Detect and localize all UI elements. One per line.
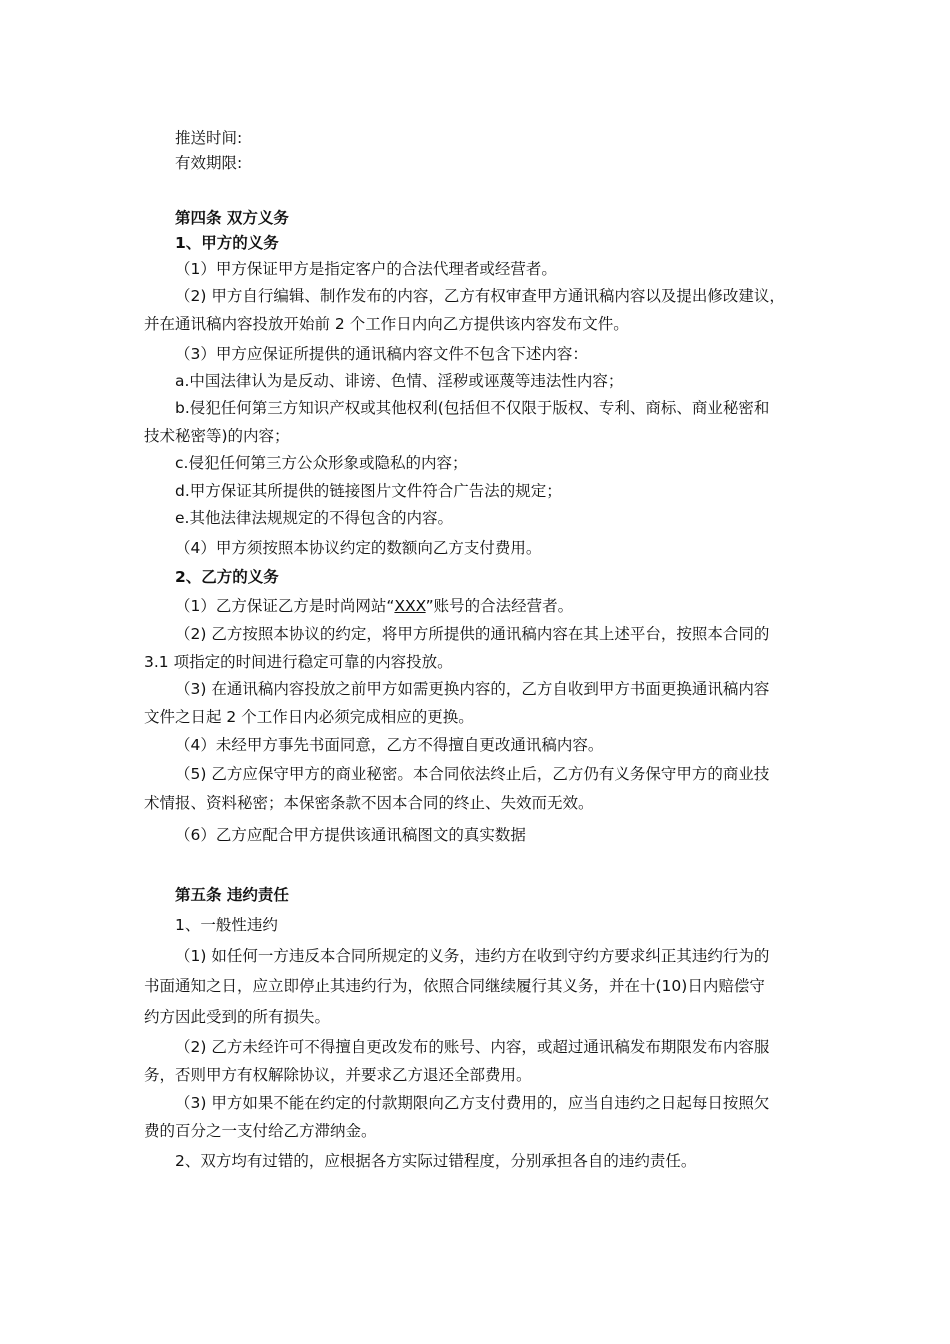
article-5-title: 第五条 违约责任 xyxy=(175,886,289,904)
party-a-item-e: e.其他法律法规规定的不得包含的内容。 xyxy=(175,509,453,527)
party-b-item-3-line-2: 文件之日起 2 个工作日内必须完成相应的更换。 xyxy=(144,708,474,726)
party-a-item-d: d.甲方保证其所提供的链接图片文件符合广告法的规定； xyxy=(175,482,562,500)
party-b-item-6: （6）乙方应配合甲方提供该通讯稿图文的真实数据 xyxy=(175,826,526,844)
party-b-item-5-line-1: （5) 乙方应保守甲方的商业秘密。本合同依法终止后，乙方仍有义务保守甲方的商业技 xyxy=(175,765,770,783)
party-a-item-2-line-1: （2) 甲方自行编辑、制作发布的内容，乙方有权审查甲方通讯稿内容以及提出修改建议， xyxy=(175,287,785,305)
party-a-item-a: a.中国法律认为是反动、诽谤、色情、淫秽或诬蔑等违法性内容； xyxy=(175,372,624,390)
party-a-item-4: （4）甲方须按照本协议约定的数额向乙方支付费用。 xyxy=(175,539,542,557)
party-a-item-1: （1）甲方保证甲方是指定客户的合法代理者或经营者。 xyxy=(175,260,557,278)
party-b-item-4: （4）未经甲方事先书面同意，乙方不得擅自更改通讯稿内容。 xyxy=(175,736,604,754)
party-b-item-3-line-1: （3) 在通讯稿内容投放之前甲方如需更换内容的，乙方自收到甲方书面更换通讯稿内容 xyxy=(175,680,770,698)
breach-item-1-line-3: 约方因此受到的所有损失。 xyxy=(144,1008,331,1026)
party-a-item-2-line-2: 并在通讯稿内容投放开始前 2 个工作日内向乙方提供该内容发布文件。 xyxy=(144,315,629,333)
party-b-item-2-line-2: 3.1 项指定的时间进行稳定可靠的内容投放。 xyxy=(144,653,453,671)
party-a-item-b-line-1: b.侵犯任何第三方知识产权或其他权利(包括但不仅限于版权、专利、商标、商业秘密和 xyxy=(175,399,770,417)
party-a-duties-heading: 1、甲方的义务 xyxy=(175,234,279,252)
push-time-label: 推送时间: xyxy=(175,129,243,147)
party-a-item-c: c.侵犯任何第三方公众形象或隐私的内容； xyxy=(175,454,468,472)
breach-item-3-line-1: （3) 甲方如果不能在约定的付款期限向乙方支付费用的，应当自违约之日起每日按照欠 xyxy=(175,1094,770,1112)
article-4-title: 第四条 双方义务 xyxy=(175,209,289,227)
breach-item-3-line-2: 费的百分之一支付给乙方滞纳金。 xyxy=(144,1122,377,1140)
valid-period-label: 有效期限: xyxy=(175,154,243,172)
account-name: XXX xyxy=(394,597,426,615)
party-b-item-1 xyxy=(175,596,573,616)
party-b-item-5-line-2: 术情报、资料秘密；本保密条款不因本合同的终止、失效而无效。 xyxy=(144,794,594,812)
party-a-item-3: （3）甲方应保证所提供的通讯稿内容文件不包含下述内容： xyxy=(175,345,588,363)
party-b-item-1-post: ”账号的合法经营者。 xyxy=(425,597,574,615)
breach-item-2-line-2: 务，否则甲方有权解除协议，并要求乙方退还全部费用。 xyxy=(144,1066,532,1084)
party-b-duties-heading: 2、乙方的义务 xyxy=(175,568,279,586)
breach-item-1-line-1: （1) 如任何一方违反本合同所规定的义务，违约方在收到守约方要求纠正其违约行为的 xyxy=(175,947,770,965)
breach-item-2-line-1: （2) 乙方未经许可不得擅自更改发布的账号、内容，或超过通讯稿发布期限发布内容服 xyxy=(175,1038,770,1056)
general-breach-heading: 1、一般性违约 xyxy=(175,916,278,934)
breach-item-1-line-2: 书面通知之日，应立即停止其违约行为，依照合同继续履行其义务，并在十(10)日内赔偿守 xyxy=(144,977,765,995)
party-b-item-2-line-1: （2) 乙方按照本协议的约定，将甲方所提供的通讯稿内容在其上述平台，按照本合同的 xyxy=(175,625,770,643)
party-a-item-b-line-2: 技术秘密等)的内容； xyxy=(144,427,290,445)
mutual-fault-clause: 2、双方均有过错的，应根据各方实际过错程度，分别承担各自的违约责任。 xyxy=(175,1152,697,1170)
party-b-item-1-pre: （1）乙方保证乙方是时尚网站“ xyxy=(175,597,395,615)
